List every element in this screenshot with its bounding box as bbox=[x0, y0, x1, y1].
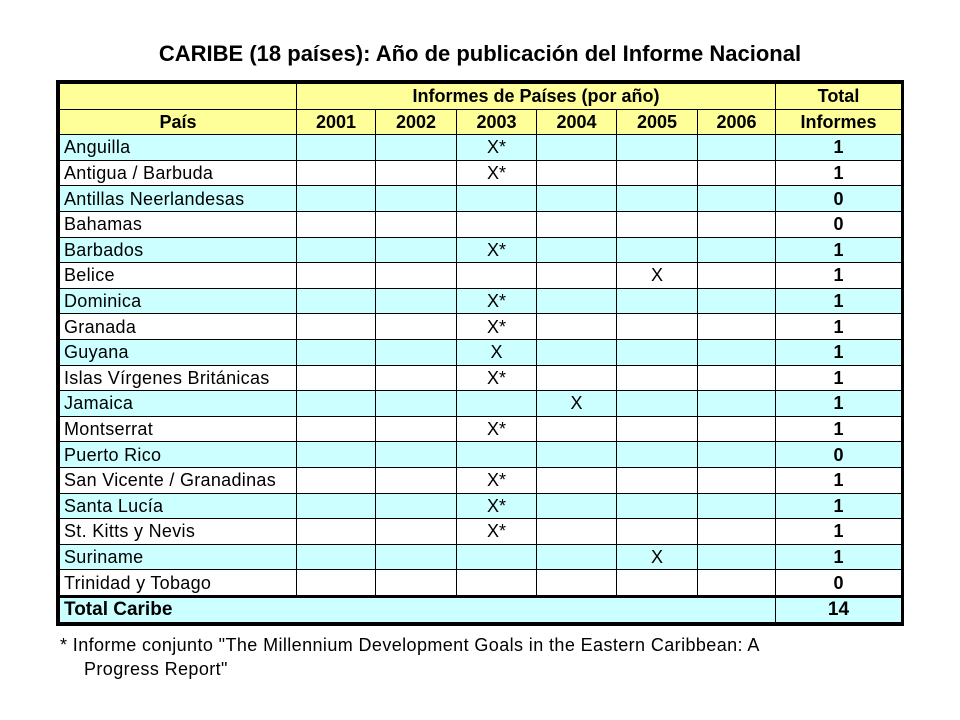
year-mark-cell bbox=[698, 570, 776, 597]
year-mark-cell bbox=[698, 339, 776, 365]
year-mark-cell bbox=[617, 314, 698, 340]
year-mark-cell bbox=[297, 237, 376, 263]
header-total-label-1: Total bbox=[776, 84, 902, 110]
year-mark-cell bbox=[297, 442, 376, 468]
year-mark-cell bbox=[537, 288, 617, 314]
header-year-2002: 2002 bbox=[376, 109, 457, 135]
row-total-cell: 1 bbox=[776, 314, 902, 340]
year-mark-cell bbox=[376, 160, 457, 186]
year-mark-cell bbox=[698, 135, 776, 161]
year-mark-cell: X bbox=[617, 263, 698, 289]
year-mark-cell bbox=[376, 288, 457, 314]
year-mark-cell: X bbox=[537, 391, 617, 417]
total-caribe-value: 14 bbox=[776, 596, 902, 622]
year-mark-cell bbox=[537, 314, 617, 340]
table-row bbox=[60, 237, 902, 263]
year-mark-cell bbox=[297, 519, 376, 545]
report-table-frame bbox=[56, 80, 904, 626]
year-mark-cell bbox=[537, 365, 617, 391]
country-cell: Antillas Neerlandesas bbox=[60, 186, 297, 212]
year-mark-cell bbox=[617, 519, 698, 545]
year-mark-cell bbox=[617, 365, 698, 391]
year-mark-cell bbox=[537, 442, 617, 468]
year-mark-cell bbox=[537, 237, 617, 263]
year-mark-cell bbox=[376, 519, 457, 545]
year-mark-cell bbox=[698, 237, 776, 263]
header-group-label: Informes de Países (por año) bbox=[297, 84, 776, 110]
year-mark-cell bbox=[617, 442, 698, 468]
country-cell: Bahamas bbox=[60, 211, 297, 237]
year-mark-cell bbox=[698, 186, 776, 212]
year-mark-cell: X* bbox=[457, 493, 537, 519]
year-mark-cell bbox=[698, 467, 776, 493]
table-row bbox=[60, 135, 902, 161]
row-total-cell: 1 bbox=[776, 391, 902, 417]
country-cell: Jamaica bbox=[60, 391, 297, 417]
year-mark-cell bbox=[537, 135, 617, 161]
year-mark-cell bbox=[376, 237, 457, 263]
year-mark-cell bbox=[376, 442, 457, 468]
report-table bbox=[59, 83, 902, 623]
year-mark-cell bbox=[698, 263, 776, 289]
country-cell: Belice bbox=[60, 263, 297, 289]
year-mark-cell bbox=[537, 186, 617, 212]
year-mark-cell: X bbox=[457, 339, 537, 365]
country-cell: Suriname bbox=[60, 544, 297, 570]
year-mark-cell bbox=[457, 442, 537, 468]
year-mark-cell bbox=[457, 186, 537, 212]
row-total-cell: 1 bbox=[776, 160, 902, 186]
row-total-cell: 0 bbox=[776, 186, 902, 212]
year-mark-cell bbox=[698, 519, 776, 545]
year-mark-cell bbox=[297, 493, 376, 519]
table-row bbox=[60, 263, 902, 289]
year-mark-cell bbox=[297, 160, 376, 186]
year-mark-cell: X* bbox=[457, 467, 537, 493]
year-mark-cell bbox=[457, 544, 537, 570]
row-total-cell: 1 bbox=[776, 288, 902, 314]
year-mark-cell bbox=[297, 365, 376, 391]
year-mark-cell bbox=[698, 365, 776, 391]
country-cell: Santa Lucía bbox=[60, 493, 297, 519]
year-mark-cell bbox=[297, 467, 376, 493]
row-total-cell: 1 bbox=[776, 416, 902, 442]
country-cell: Antigua / Barbuda bbox=[60, 160, 297, 186]
table-row bbox=[60, 339, 902, 365]
country-cell: St. Kitts y Nevis bbox=[60, 519, 297, 545]
row-total-cell: 0 bbox=[776, 211, 902, 237]
country-cell: Dominica bbox=[60, 288, 297, 314]
year-mark-cell bbox=[698, 544, 776, 570]
table-row bbox=[60, 570, 902, 597]
row-total-cell: 1 bbox=[776, 544, 902, 570]
year-mark-cell bbox=[376, 416, 457, 442]
year-mark-cell: X* bbox=[457, 237, 537, 263]
country-cell: Anguilla bbox=[60, 135, 297, 161]
year-mark-cell bbox=[297, 135, 376, 161]
table-row bbox=[60, 493, 902, 519]
year-mark-cell bbox=[698, 442, 776, 468]
year-mark-cell bbox=[297, 263, 376, 289]
footnote bbox=[60, 633, 940, 681]
country-cell: Puerto Rico bbox=[60, 442, 297, 468]
year-mark-cell: X* bbox=[457, 288, 537, 314]
table-row bbox=[60, 365, 902, 391]
year-mark-cell bbox=[376, 339, 457, 365]
footnote-line-1: * Informe conjunto "The Millennium Development Goals in the Eastern Caribbean: A bbox=[60, 635, 760, 655]
year-mark-cell bbox=[617, 493, 698, 519]
table-row bbox=[60, 288, 902, 314]
year-mark-cell: X* bbox=[457, 314, 537, 340]
year-mark-cell bbox=[537, 493, 617, 519]
country-cell: Islas Vírgenes Británicas bbox=[60, 365, 297, 391]
row-total-cell: 1 bbox=[776, 467, 902, 493]
year-mark-cell bbox=[376, 135, 457, 161]
year-mark-cell bbox=[297, 339, 376, 365]
year-mark-cell bbox=[297, 570, 376, 597]
country-cell: San Vicente / Granadinas bbox=[60, 467, 297, 493]
header-year-2006: 2006 bbox=[698, 109, 776, 135]
year-mark-cell bbox=[617, 339, 698, 365]
year-mark-cell: X* bbox=[457, 160, 537, 186]
year-mark-cell bbox=[297, 288, 376, 314]
year-mark-cell bbox=[698, 493, 776, 519]
table-row bbox=[60, 160, 902, 186]
table-row bbox=[60, 416, 902, 442]
year-mark-cell bbox=[698, 211, 776, 237]
year-mark-cell bbox=[376, 544, 457, 570]
table-row bbox=[60, 314, 902, 340]
table-row bbox=[60, 544, 902, 570]
header-year-2001: 2001 bbox=[297, 109, 376, 135]
row-total-cell: 1 bbox=[776, 519, 902, 545]
header-year-2005: 2005 bbox=[617, 109, 698, 135]
year-mark-cell bbox=[376, 493, 457, 519]
year-mark-cell bbox=[617, 391, 698, 417]
year-mark-cell bbox=[457, 211, 537, 237]
year-mark-cell bbox=[297, 186, 376, 212]
year-mark-cell: X* bbox=[457, 365, 537, 391]
year-mark-cell bbox=[537, 570, 617, 597]
year-mark-cell bbox=[297, 211, 376, 237]
header-blank-cell bbox=[60, 84, 297, 110]
year-mark-cell bbox=[376, 186, 457, 212]
year-mark-cell bbox=[376, 570, 457, 597]
row-total-cell: 1 bbox=[776, 365, 902, 391]
year-mark-cell: X bbox=[617, 544, 698, 570]
row-total-cell: 1 bbox=[776, 237, 902, 263]
year-mark-cell bbox=[617, 160, 698, 186]
country-cell: Granada bbox=[60, 314, 297, 340]
year-mark-cell bbox=[617, 570, 698, 597]
year-mark-cell: X* bbox=[457, 519, 537, 545]
row-total-cell: 1 bbox=[776, 493, 902, 519]
year-mark-cell bbox=[457, 391, 537, 417]
table-row bbox=[60, 467, 902, 493]
row-total-cell: 0 bbox=[776, 442, 902, 468]
row-total-cell: 1 bbox=[776, 263, 902, 289]
header-year-2003: 2003 bbox=[457, 109, 537, 135]
year-mark-cell: X* bbox=[457, 416, 537, 442]
table-row bbox=[60, 391, 902, 417]
year-mark-cell bbox=[297, 416, 376, 442]
header-country-label: País bbox=[60, 109, 297, 135]
year-mark-cell bbox=[698, 391, 776, 417]
year-mark-cell bbox=[537, 160, 617, 186]
year-mark-cell bbox=[537, 416, 617, 442]
year-mark-cell bbox=[617, 237, 698, 263]
year-mark-cell bbox=[537, 339, 617, 365]
year-mark-cell bbox=[698, 416, 776, 442]
year-mark-cell bbox=[698, 160, 776, 186]
year-mark-cell bbox=[376, 467, 457, 493]
year-mark-cell bbox=[617, 288, 698, 314]
year-mark-cell bbox=[376, 211, 457, 237]
year-mark-cell bbox=[537, 467, 617, 493]
year-mark-cell bbox=[537, 519, 617, 545]
header-year-2004: 2004 bbox=[537, 109, 617, 135]
country-cell: Montserrat bbox=[60, 416, 297, 442]
year-mark-cell bbox=[537, 263, 617, 289]
year-mark-cell bbox=[617, 135, 698, 161]
year-mark-cell bbox=[457, 263, 537, 289]
year-mark-cell bbox=[537, 211, 617, 237]
year-mark-cell bbox=[457, 570, 537, 597]
footnote-line-2: Progress Report" bbox=[84, 659, 228, 679]
year-mark-cell bbox=[297, 544, 376, 570]
row-total-cell: 0 bbox=[776, 570, 902, 597]
table-row bbox=[60, 519, 902, 545]
year-mark-cell bbox=[297, 314, 376, 340]
year-mark-cell bbox=[376, 263, 457, 289]
year-mark-cell bbox=[698, 288, 776, 314]
table-row bbox=[60, 186, 902, 212]
year-mark-cell bbox=[698, 314, 776, 340]
year-mark-cell: X* bbox=[457, 135, 537, 161]
country-cell: Trinidad y Tobago bbox=[60, 570, 297, 597]
country-cell: Guyana bbox=[60, 339, 297, 365]
year-mark-cell bbox=[617, 211, 698, 237]
year-mark-cell bbox=[617, 467, 698, 493]
country-cell: Barbados bbox=[60, 237, 297, 263]
year-mark-cell bbox=[297, 391, 376, 417]
year-mark-cell bbox=[617, 186, 698, 212]
year-mark-cell bbox=[617, 416, 698, 442]
total-caribe-label: Total Caribe bbox=[60, 596, 776, 622]
row-total-cell: 1 bbox=[776, 135, 902, 161]
header-total-label-2: Informes bbox=[776, 109, 902, 135]
table-row bbox=[60, 442, 902, 468]
year-mark-cell bbox=[376, 391, 457, 417]
year-mark-cell bbox=[376, 365, 457, 391]
row-total-cell: 1 bbox=[776, 339, 902, 365]
year-mark-cell bbox=[376, 314, 457, 340]
year-mark-cell bbox=[537, 544, 617, 570]
page-title: CARIBE (18 países): Año de publicación del Informe Nacional bbox=[158, 41, 802, 66]
table-row bbox=[60, 211, 902, 237]
total-row bbox=[60, 596, 902, 622]
